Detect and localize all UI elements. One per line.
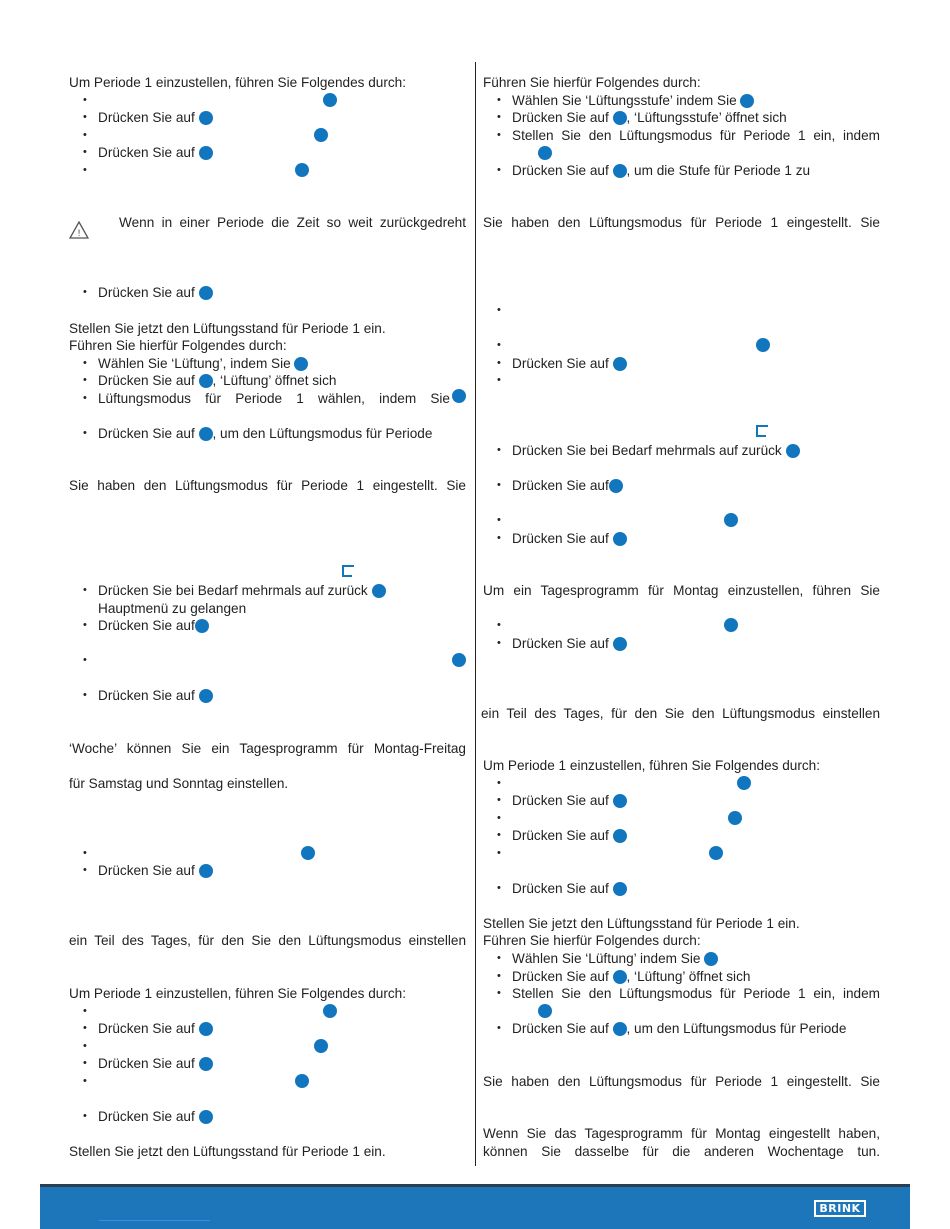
paragraph: Sie haben den Lüftungsmodus für Periode 1 eingestellt. Sie (483, 215, 880, 230)
button-icon (613, 532, 627, 546)
list-item: • Drücken Sie auf (69, 1108, 466, 1125)
button-icon (613, 970, 627, 984)
button-icon (613, 829, 627, 843)
button-icon (199, 1022, 213, 1036)
button-icon (199, 427, 213, 441)
button-icon (199, 286, 213, 300)
button-icon (740, 94, 754, 108)
list-item: • Drücken Sie auf (69, 617, 466, 634)
button-icon (199, 1110, 213, 1124)
list-item: • Drücken Sie auf (483, 530, 880, 547)
button-icon (613, 794, 627, 808)
button-icon (199, 146, 213, 160)
list-item: • Drücken Sie auf (483, 635, 880, 652)
button-icon (538, 146, 552, 160)
button-icon (613, 637, 627, 651)
button-icon (294, 357, 308, 371)
list-item: • Lüftungsmodus für Periode 1 wählen, indem Sie (69, 390, 466, 407)
list-item: • Drücken Sie auf (69, 109, 466, 126)
paragraph: ein Teil des Tages, für den Sie den Lüftungsmodus einstellen (69, 933, 466, 948)
list-item: • Drücken Sie auf (69, 862, 466, 879)
back-icon (756, 425, 766, 437)
paragraph: Stellen Sie jetzt den Lüftungsstand für Periode 1 ein. (69, 321, 386, 336)
list-item: • Drücken Sie auf , um die Stufe für Periode 1 zu (483, 162, 880, 179)
button-icon (756, 338, 770, 352)
button-icon (724, 618, 738, 632)
list-item: • Drücken Sie bei Bedarf mehrmals auf zurück (483, 442, 880, 459)
svg-text:!: ! (77, 229, 81, 239)
paragraph: Um Periode 1 einzustellen, führen Sie Folgendes durch: (69, 986, 407, 1001)
brink-logo: BRINK (814, 1200, 866, 1217)
list-item: • Wählen Sie ‘Lüftungsstufe’ indem Sie (483, 92, 880, 109)
back-icon (342, 565, 352, 577)
button-icon (538, 1004, 552, 1018)
list-item: • Drücken Sie auf , ‘Lüftungsstufe’ öffnet sich (483, 109, 880, 126)
paragraph: Um ein Tagesprogramm für Montag einzustellen, führen Sie (483, 583, 880, 598)
button-icon (452, 653, 466, 667)
paragraph: Führen Sie hierfür Folgendes durch: (69, 338, 287, 353)
list-item: • Stellen Sie den Lüftungsmodus für Periode 1 ein, indem (483, 985, 880, 1002)
list-item: • Wählen Sie ‘Lüftung’ indem Sie (483, 950, 880, 967)
button-icon (295, 1074, 309, 1088)
list-item: • Drücken Sie auf (483, 477, 880, 494)
button-icon (314, 1039, 328, 1053)
list-item: • Drücken Sie auf , um den Lüftungsmodus für Periode (69, 425, 466, 442)
button-icon (609, 479, 623, 493)
button-icon (323, 93, 337, 107)
list-item: • Drücken Sie auf , ‘Lüftung’ öffnet sich (483, 968, 880, 985)
paragraph: Sie haben den Lüftungsmodus für Periode 1 eingestellt. Sie (483, 1074, 880, 1089)
list-item: • Drücken Sie auf (483, 792, 880, 809)
button-icon (314, 128, 328, 142)
paragraph: Führen Sie hierfür Folgendes durch: (483, 933, 701, 948)
list-item: • Drücken Sie auf (69, 1020, 466, 1037)
button-icon (613, 164, 627, 178)
paragraph: Stellen Sie jetzt den Lüftungsstand für Periode 1 ein. (483, 916, 800, 931)
button-icon (301, 846, 315, 860)
list-item: • Drücken Sie auf (483, 355, 880, 372)
paragraph: ‘Woche’ können Sie ein Tagesprogramm für Montag-Freitag (69, 741, 466, 756)
column-divider (475, 62, 476, 1166)
button-icon (786, 444, 800, 458)
button-icon (199, 689, 213, 703)
list-item: • Drücken Sie bei Bedarf mehrmals auf zurück (69, 582, 466, 599)
paragraph: Sie haben den Lüftungsmodus für Periode 1 eingestellt. Sie (69, 478, 466, 493)
button-icon (709, 846, 723, 860)
button-icon (199, 111, 213, 125)
list-item: • Drücken Sie auf , ‘Lüftung’ öffnet sich (69, 372, 466, 389)
button-icon (323, 1004, 337, 1018)
list-item: • Drücken Sie auf (69, 687, 466, 704)
paragraph: Um Periode 1 einzustellen, führen Sie Folgendes durch: (483, 758, 821, 773)
paragraph: Stellen Sie jetzt den Lüftungsstand für Periode 1 ein. (69, 1144, 386, 1159)
button-icon (452, 389, 466, 403)
warning-icon (69, 221, 89, 239)
button-icon (728, 811, 742, 825)
list-item: • Drücken Sie auf (69, 1055, 466, 1072)
paragraph: Führen Sie hierfür Folgendes durch: (483, 75, 701, 90)
paragraph: für Samstag und Sonntag einstellen. (69, 776, 289, 791)
list-item: • Wählen Sie ‘Lüftung’, indem Sie (69, 355, 466, 372)
button-icon (195, 619, 209, 633)
paragraph: ein Teil des Tages, für den Sie den Lüftungsmodus einstellen (481, 706, 880, 721)
button-icon (704, 952, 718, 966)
footer-link[interactable] (99, 1220, 210, 1221)
button-icon (613, 1022, 627, 1036)
button-icon (295, 163, 309, 177)
footer-divider (40, 1184, 910, 1187)
list-item: • Drücken Sie auf (69, 284, 466, 301)
footer-bar (40, 1184, 910, 1229)
button-icon (199, 1057, 213, 1071)
list-item: • Drücken Sie auf (69, 144, 466, 161)
paragraph: Um Periode 1 einzustellen, führen Sie Folgendes durch: (69, 75, 407, 90)
list-item: • Stellen Sie den Lüftungsmodus für Periode 1 ein, indem (483, 127, 880, 144)
warning-text: Wenn in einer Periode die Zeit so weit zurückgedreht (119, 215, 466, 230)
button-icon (724, 513, 738, 527)
list-item-continuation: Hauptmenü zu gelangen (98, 601, 247, 616)
list-item: • Drücken Sie auf (483, 880, 880, 897)
button-icon (613, 882, 627, 896)
button-icon (199, 374, 213, 388)
paragraph: Wenn Sie das Tagesprogramm für Montag eingestellt haben, (483, 1126, 880, 1141)
list-item: • Drücken Sie auf (483, 827, 880, 844)
list-item: • Drücken Sie auf , um den Lüftungsmodus für Periode (483, 1020, 880, 1037)
button-icon (613, 111, 627, 125)
button-icon (737, 776, 751, 790)
button-icon (199, 864, 213, 878)
paragraph: können Sie dasselbe für die anderen Wochentage tun. (483, 1144, 880, 1159)
button-icon (372, 584, 386, 598)
button-icon (613, 357, 627, 371)
